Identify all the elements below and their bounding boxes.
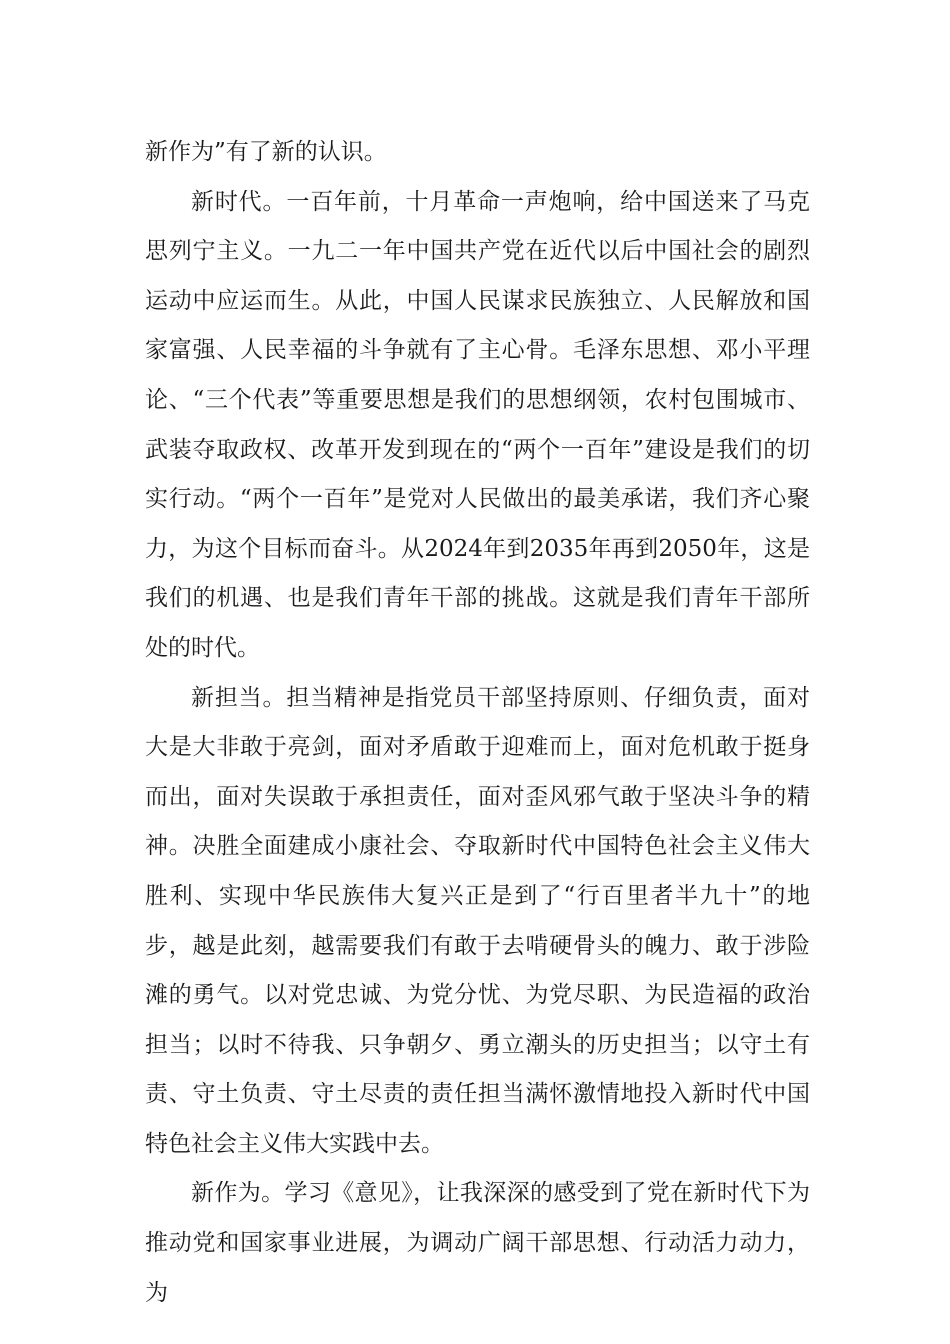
document-body xyxy=(145,128,810,1318)
paragraph-continuation: 新作为”有了新的认识。 xyxy=(145,139,387,165)
paragraph-new-responsibility: 新担当。担当精神是指党员干部坚持原则、仔细负责，面对大是大非敢于亮剑，面对矛盾敢于迎难而上，面对危机敢于挺身而出，面对失误敢于承担责任，面对歪风邪气敢于坚决斗争的精神。决胜全面建成小康社会、夺取新时代中国特色社会主义伟大胜利、实现中华民族伟大复兴正是到了“行百里者半九十”的地步，越是此刻，越需要我们有敢于去啃硬骨头的魄力、敢于涉险滩的勇气。以对党忠诚、为党分忧、为党尽职、为民造福的政治担当；以时不待我、只争朝夕、勇立潮头的历史担当；以守土有责、守土负责、守土尽责的责任担当满怀激情地投入新时代中国特色社会主义伟大实践中去。 xyxy=(145,684,810,1157)
paragraph-new-action: 新作为。学习《意见》，让我深深的感受到了党在新时代下为推动党和国家事业进展，为调动广阔干部思想、行动活力动力，为 xyxy=(145,1180,810,1306)
paragraph-new-era: 新时代。一百年前，十月革命一声炮响，给中国送来了马克思列宁主义。一九二一年中国共产党在近代以后中国社会的剧烈运动中应运而生。从此，中国人民谋求民族独立、人民解放和国家富强、人民幸福的斗争就有了主心骨。毛泽东思想、邓小平理论、“三个代表”等重要思想是我们的思想纲领，农村包围城市、武装夺取政权、改革开发到现在的“两个一百年”建设是我们的切实行动。“两个一百年”是党对人民做出的最美承诺，我们齐心聚力，为这个目标而奋斗。从2024年到2035年再到2050年，这是我们的机遇、也是我们青年干部的挑战。这就是我们青年干部所处的时代。 xyxy=(145,188,810,661)
